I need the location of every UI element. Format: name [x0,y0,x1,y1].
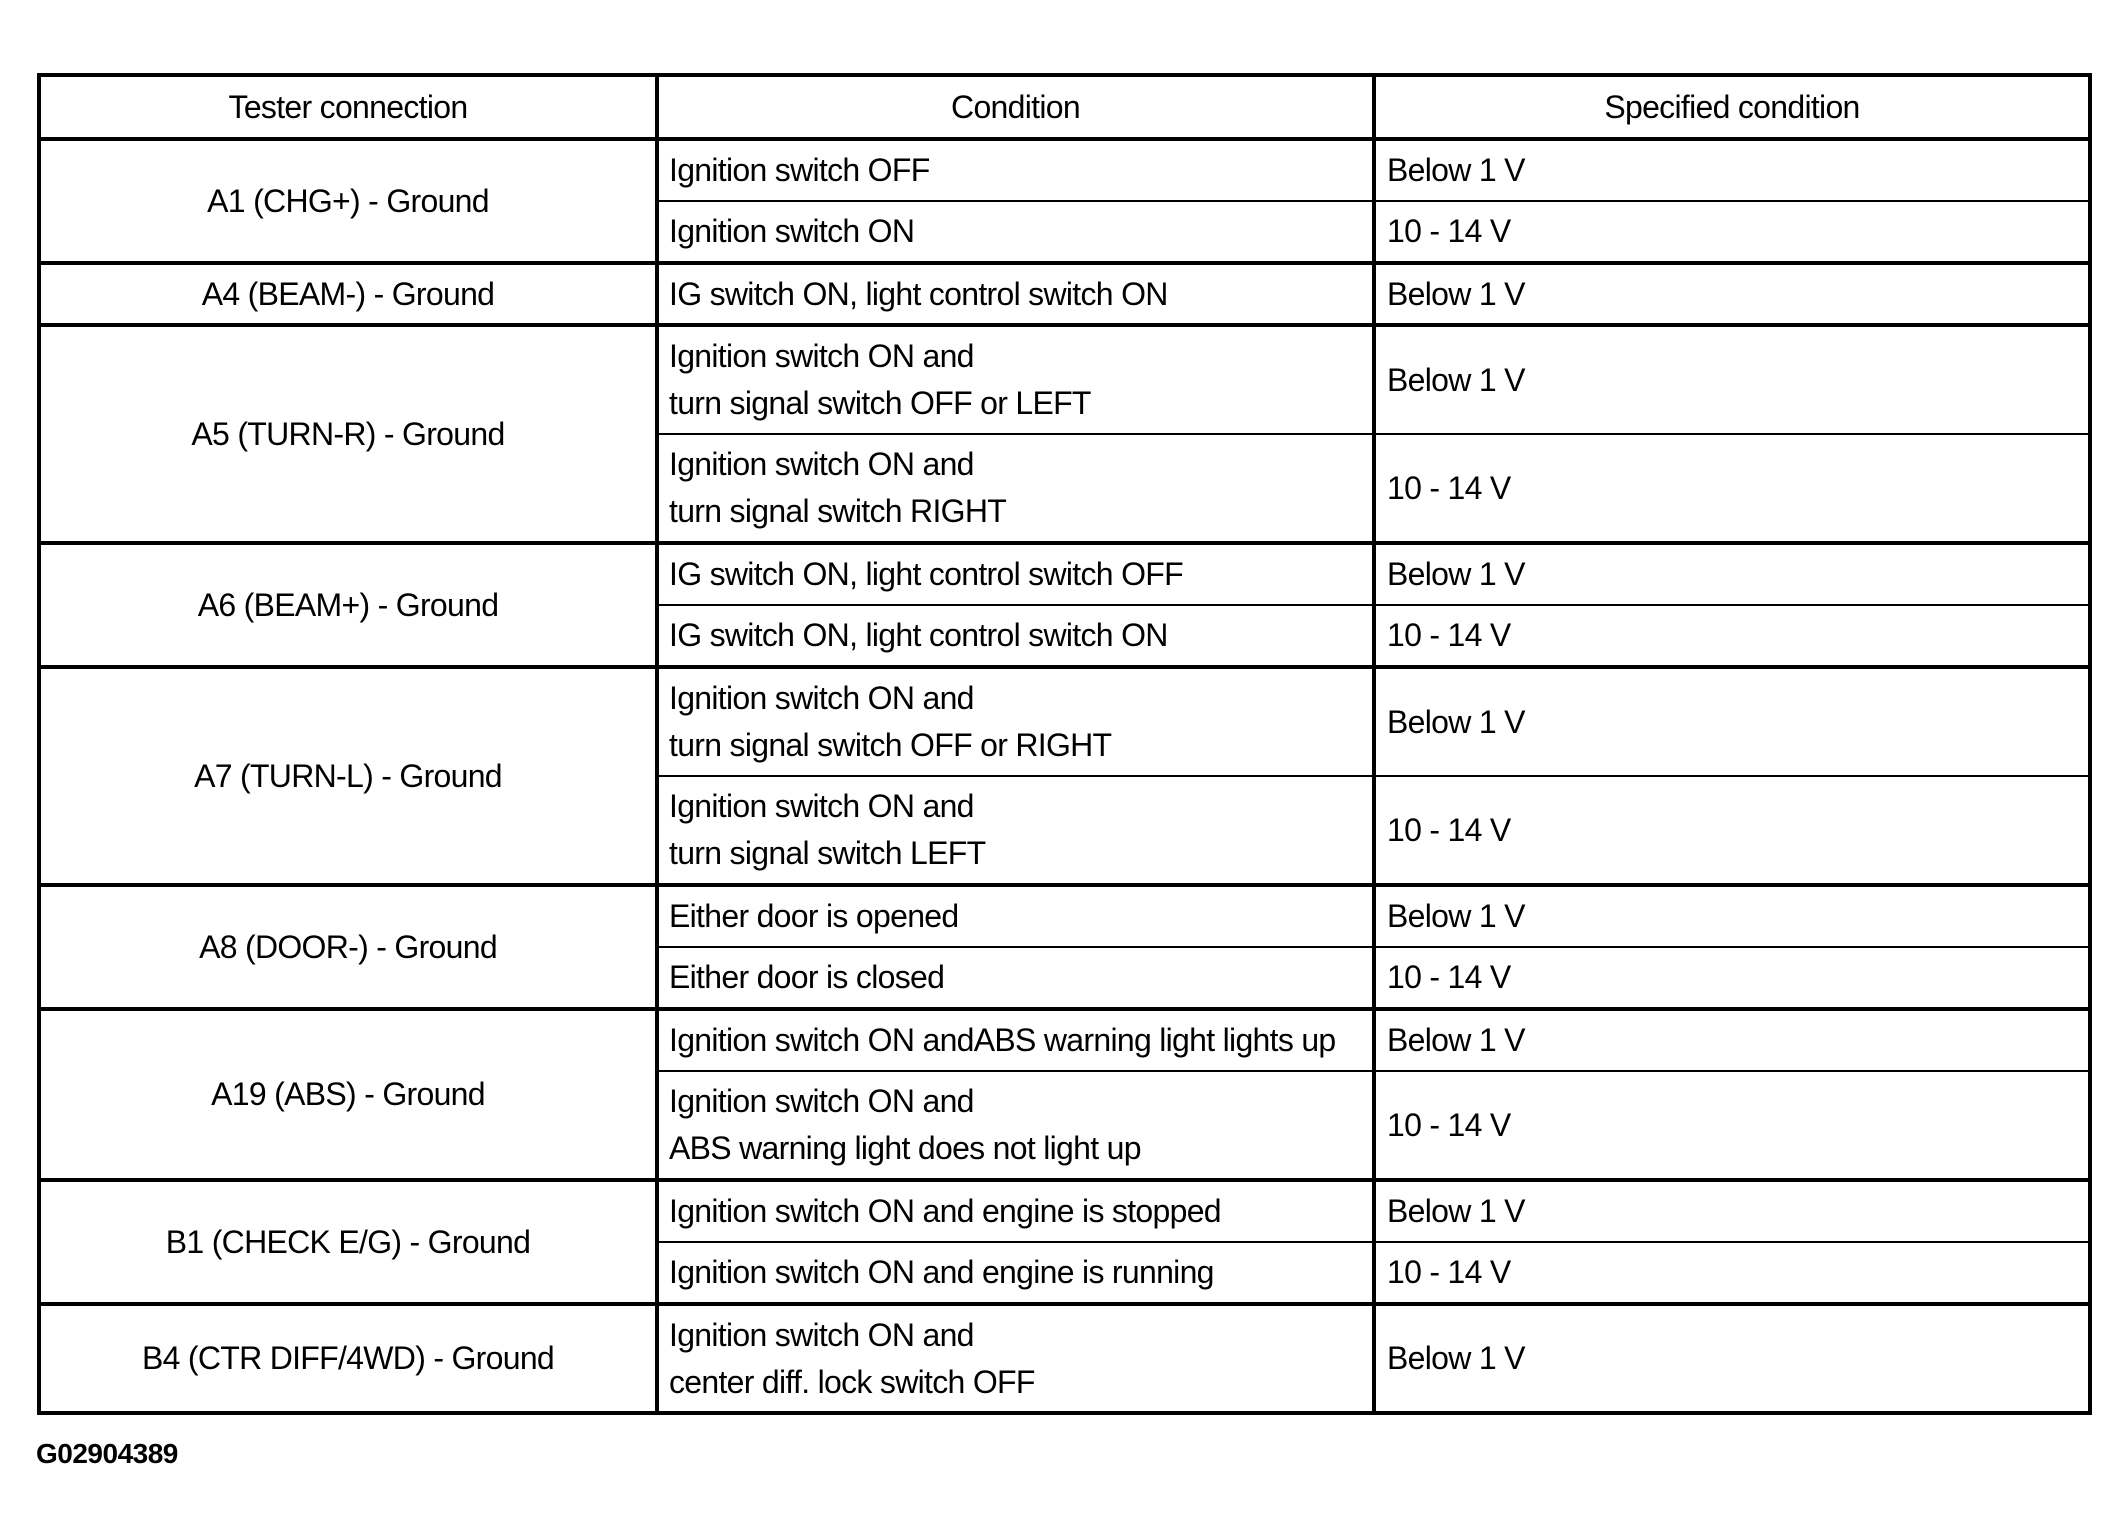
specified-condition-cell: 10 - 14 V [1374,1242,2090,1304]
col-header-condition: Condition [657,75,1374,139]
specified-condition-cell: Below 1 V [1374,325,2090,434]
condition-cell [657,434,1374,543]
tester-connection-cell: A1 (CHG+) - Ground [39,139,657,263]
table-row [39,263,2090,325]
specified-condition-cell: 10 - 14 V [1374,947,2090,1009]
condition-cell [657,139,1374,201]
tester-connection-cell: A19 (ABS) - Ground [39,1009,657,1180]
specified-condition-cell: 10 - 14 V [1374,776,2090,885]
specified-condition-cell: Below 1 V [1374,667,2090,776]
condition-line: Ignition switch ON and [669,1083,974,1119]
table-row [39,667,2090,776]
condition-line: Ignition switch ON and [669,680,974,716]
condition-line: IG switch ON, light control switch ON [669,275,1168,312]
condition-cell [657,667,1374,776]
condition-line: center diff. lock switch OFF [669,1363,1035,1400]
table-row [39,139,2090,201]
header-row [39,75,2090,139]
specified-condition-cell: Below 1 V [1374,543,2090,605]
col-header-tester-connection: Tester connection [39,75,657,139]
condition-cell [657,325,1374,434]
condition-line: Ignition switch ON and [669,338,974,374]
table-row [39,543,2090,605]
condition-line: Ignition switch ON and engine is running [669,1254,1214,1290]
condition-line: turn signal switch RIGHT [669,493,1007,529]
condition-cell [657,947,1374,1009]
condition-line: Ignition switch ON and [669,788,974,824]
condition-cell [657,1304,1374,1413]
specified-condition-cell: Below 1 V [1374,139,2090,201]
specified-condition-cell: Below 1 V [1374,263,2090,325]
specified-condition-cell: Below 1 V [1374,1180,2090,1242]
tester-connection-cell: A4 (BEAM-) - Ground [39,263,657,325]
condition-line: Ignition switch ON [669,213,915,249]
specified-condition-cell: 10 - 14 V [1374,434,2090,543]
specified-condition-cell: Below 1 V [1374,1009,2090,1071]
condition-cell [657,263,1374,325]
col-header-specified-condition: Specified condition [1374,75,2090,139]
table-row [39,1009,2090,1071]
table-row [39,1304,2090,1413]
tester-connection-cell: B1 (CHECK E/G) - Ground [39,1180,657,1304]
specified-condition-cell: 10 - 14 V [1374,605,2090,667]
tester-connection-cell: A6 (BEAM+) - Ground [39,543,657,667]
tester-spec-table [37,73,2092,1415]
condition-line: Either door is closed [669,959,945,995]
tester-connection-cell: A8 (DOOR-) - Ground [39,885,657,1009]
condition-line: Either door is opened [669,898,959,934]
condition-line: turn signal switch OFF or LEFT [669,385,1091,421]
condition-cell [657,201,1374,263]
condition-cell [657,1009,1374,1071]
condition-cell [657,1242,1374,1304]
condition-cell [657,885,1374,947]
condition-line: Ignition switch ON and engine is stopped [669,1193,1221,1229]
table-row [39,1180,2090,1242]
specified-condition-cell: Below 1 V [1374,1304,2090,1413]
condition-line: IG switch ON, light control switch ON [669,617,1168,653]
condition-line: Ignition switch ON and [669,446,974,482]
condition-cell [657,543,1374,605]
specified-condition-cell: Below 1 V [1374,885,2090,947]
table-row [39,325,2090,434]
condition-cell [657,776,1374,885]
condition-line: Ignition switch OFF [669,152,930,188]
specified-condition-cell: 10 - 14 V [1374,201,2090,263]
condition-line: ABS warning light does not light up [669,1130,1141,1166]
tester-connection-cell: A5 (TURN-R) - Ground [39,325,657,543]
tester-connection-cell: A7 (TURN-L) - Ground [39,667,657,885]
specified-condition-cell: 10 - 14 V [1374,1071,2090,1180]
condition-cell [657,605,1374,667]
tester-connection-cell: B4 (CTR DIFF/4WD) - Ground [39,1304,657,1413]
condition-line: turn signal switch LEFT [669,835,986,871]
condition-line: IG switch ON, light control switch OFF [669,556,1183,592]
table-row [39,885,2090,947]
condition-line: Ignition switch ON andABS warning light lights up [669,1022,1336,1058]
condition-cell [657,1071,1374,1180]
figure-id-label: G02904389 [36,1438,178,1469]
condition-cell [657,1180,1374,1242]
condition-line: turn signal switch OFF or RIGHT [669,727,1112,763]
condition-line: Ignition switch ON and [669,1316,974,1353]
